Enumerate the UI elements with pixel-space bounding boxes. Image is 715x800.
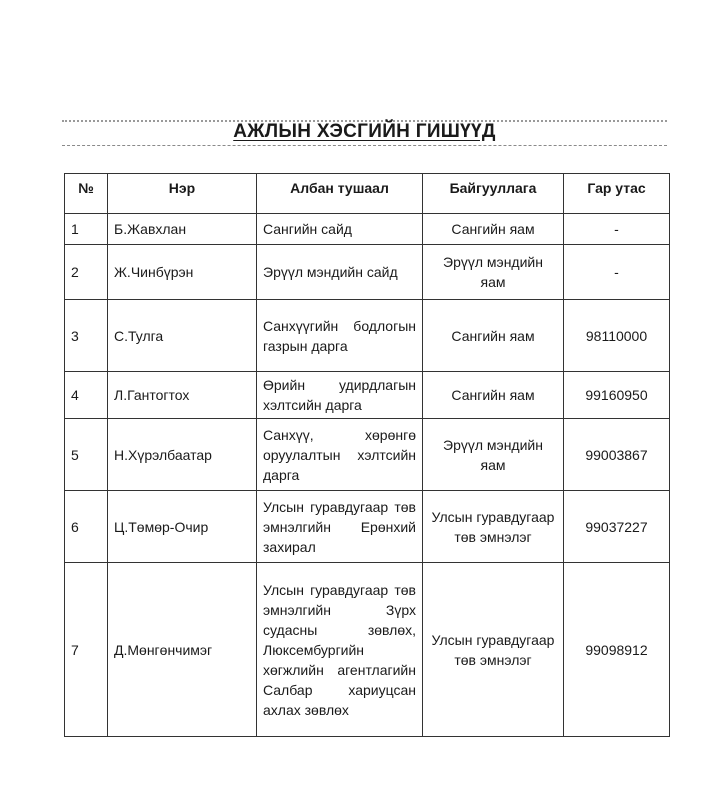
row-phone: 99037227 [564, 491, 670, 563]
row-phone: 99003867 [564, 419, 670, 491]
row-phone: 99160950 [564, 372, 670, 419]
table-row [65, 419, 670, 491]
row-position: Улсын гуравдугаар төв эмнэлгийн Ерөнхий захирал [257, 491, 423, 563]
row-name: Л.Гантогтох [108, 372, 257, 419]
row-name: Ц.Төмөр-Очир [108, 491, 257, 563]
row-organization: Эрүүл мэндийн яам [423, 245, 564, 300]
scan-line-bottom [62, 145, 667, 146]
row-name: С.Тулга [108, 300, 257, 372]
row-position: Санхүү, хөрөнгө оруулалтын хэлтсийн дарга [257, 419, 423, 491]
table-row [65, 245, 670, 300]
row-organization: Улсын гуравдугаар төв эмнэлэг [423, 491, 564, 563]
row-number: 3 [65, 300, 108, 372]
row-position: Эрүүл мэндийн сайд [257, 245, 423, 300]
row-organization: Сангийн яам [423, 372, 564, 419]
row-name: Б.Жавхлан [108, 214, 257, 245]
row-organization: Сангийн яам [423, 214, 564, 245]
members-table [64, 173, 670, 737]
row-number: 5 [65, 419, 108, 491]
row-number: 7 [65, 563, 108, 737]
header-name: Нэр [108, 174, 257, 214]
table-row [65, 300, 670, 372]
row-name: Д.Мөнгөнчимэг [108, 563, 257, 737]
row-phone: - [564, 214, 670, 245]
row-position: Өрийн удирдлагын хэлтсийн дарга [257, 372, 423, 419]
row-organization: Улсын гуравдугаар төв эмнэлэг [423, 563, 564, 737]
row-position: Сангийн сайд [257, 214, 423, 245]
table-row [65, 214, 670, 245]
row-phone: - [564, 245, 670, 300]
row-organization: Сангийн яам [423, 300, 564, 372]
row-phone: 98110000 [564, 300, 670, 372]
header-phone: Гар утас [564, 174, 670, 214]
row-phone: 99098912 [564, 563, 670, 737]
header-position: Албан тушаал [257, 174, 423, 214]
row-position: Улсын гуравдугаар төв эмнэлгийн Зүрх судасны зөвлөх, Люксембургийн хөгжлийн агентлагийн Салбар хариуцсан ахлах зөвлөх [257, 563, 423, 737]
row-organization: Эрүүл мэндийн яам [423, 419, 564, 491]
table-row [65, 563, 670, 737]
header-organization: Байгууллага [423, 174, 564, 214]
row-name: Ж.Чинбүрэн [108, 245, 257, 300]
document-title: АЖЛЫН ХЭСГИЙН ГИШҮҮД [233, 121, 496, 142]
row-number: 1 [65, 214, 108, 245]
row-number: 4 [65, 372, 108, 419]
row-name: Н.Хүрэлбаатар [108, 419, 257, 491]
table-row [65, 372, 670, 419]
header-number: № [65, 174, 108, 214]
row-position: Санхүүгийн бодлогын газрын дарга [257, 300, 423, 372]
table-row [65, 491, 670, 563]
row-number: 2 [65, 245, 108, 300]
table-header-row [65, 174, 670, 214]
row-number: 6 [65, 491, 108, 563]
